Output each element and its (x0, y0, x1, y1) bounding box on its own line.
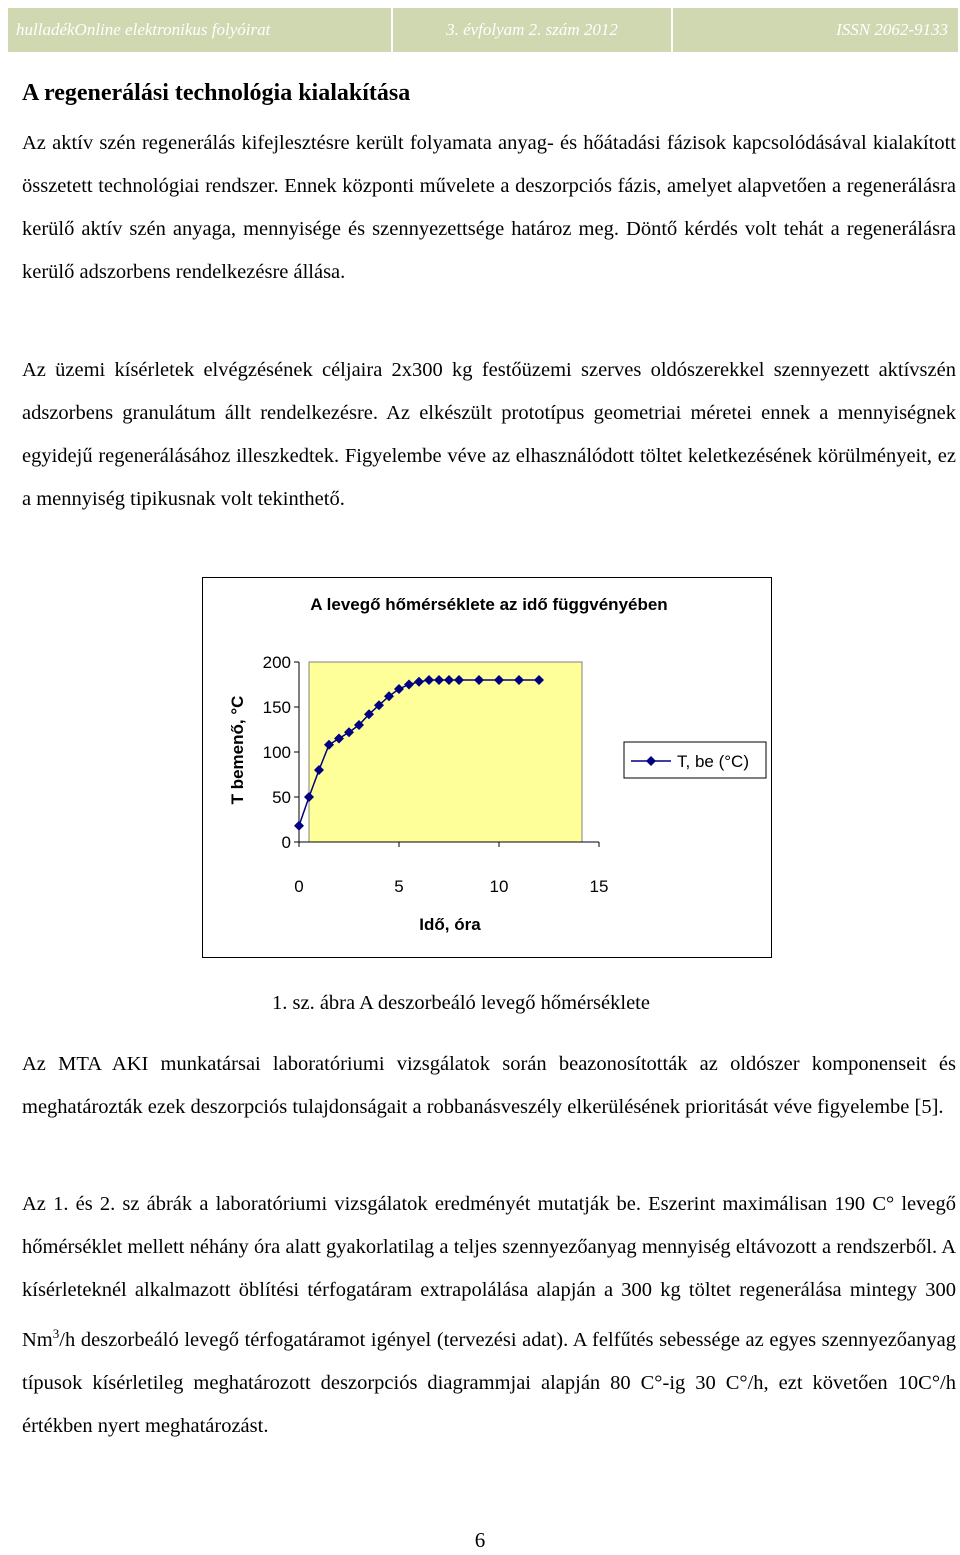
figure-caption: 1. sz. ábra A deszorbeáló levegő hőmérséklete (272, 992, 650, 1014)
paragraph-4-part-b: /h deszorbeáló levegő térfogatáramot igényel (tervezési adat). A felfűtés sebessége az egyes szennyezőanyag típusok kísérletileg meghatározott deszorpciós diagrammjai alapján 80 C°-ig 30 C°/h, ezt követően 10C°/h értékben nyert meghatározást. (22, 1328, 956, 1437)
legend-label: T, be (°C) (677, 752, 749, 771)
journal-header (8, 8, 958, 52)
y-axis-label: T bemenő, °C (228, 695, 247, 805)
y-tick-label: 100 (262, 743, 291, 762)
paragraph-4 (22, 1183, 956, 1448)
x-tick-label: 10 (489, 877, 509, 896)
x-tick-label: 15 (589, 877, 609, 896)
x-tick-label: 0 (294, 877, 304, 896)
x-tick-label: 5 (394, 877, 404, 896)
legend (624, 742, 766, 778)
unit-exponent: 3 (52, 1326, 60, 1341)
y-tick-label: 0 (281, 833, 291, 852)
y-axis (263, 653, 299, 852)
journal-name: hulladékOnline elektronikus folyóirat (8, 8, 391, 52)
chart-title: A levegő hőmérséklete az idő függvényében (310, 595, 668, 614)
plot-area (309, 662, 582, 842)
paragraph-1: Az aktív szén regenerálás kifejlesztésre került folyamata anyag- és hőátadási fázisok kapcsolódásával kialakított összetett technológiai rendszer. Ennek központi művelete a deszorpciós fázis, amelyet alapvetően a regenerálásra kerülő aktív szén anyaga, mennyisége és szennyezettsége határoz meg. Döntő kérdés volt tehát a regenerálásra kerülő adszorbens rendelkezésre állása. (22, 132, 956, 283)
section-title: A regenerálási technológia kialakítása (22, 80, 411, 106)
y-tick-label: 50 (272, 788, 291, 807)
y-tick-label: 200 (262, 653, 291, 672)
issn-label: ISSN 2062-9133 (673, 8, 958, 52)
paragraph-2: Az üzemi kísérletek elvégzésének céljaira 2x300 kg festőüzemi szerves oldószerekkel szennyezett aktívszén adszorbens granulátum állt rendelkezésre. Az elkészült prototípus geometriai méretei ennek a mennyiségnek egyidejű regenerálásához illeszkedtek. Figyelembe véve az elhasználódott töltet keletkezésének körülményeit, ez a mennyiség tipikusnak volt tekinthető. (22, 359, 956, 510)
x-axis-label: Idő, óra (419, 915, 481, 934)
x-axis (294, 842, 608, 896)
y-tick-label: 150 (262, 698, 291, 717)
paragraph-4-part-a: Az 1. és 2. sz ábrák a laboratóriumi vizsgálatok eredményét mutatják be. Eszerint maximálisan 190 C° levegő hőmérséklet mellett néhány óra alatt gyakorlatilag a teljes szennyezőanyag mennyiség eltávozott a rendszerből. A kísérleteknél alkalmazott öblítési térfogatáram extrapolálása alapján a 300 kg töltet regenerálása mintegy 300 Nm (22, 1193, 956, 1351)
data-point (294, 821, 304, 831)
figure-chart (202, 577, 772, 958)
page-number: 6 (474, 1528, 486, 1552)
temperature-chart (203, 578, 770, 956)
issue-label: 3. évfolyam 2. szám 2012 (393, 8, 671, 52)
paragraph-3: Az MTA AKI munkatársai laboratóriumi vizsgálatok során beazonosították az oldószer komponenseit és meghatározták ezek deszorpciós tulajdonságait a robbanásveszély elkerülésének prioritását véve figyelembe [5]. (22, 1053, 956, 1118)
